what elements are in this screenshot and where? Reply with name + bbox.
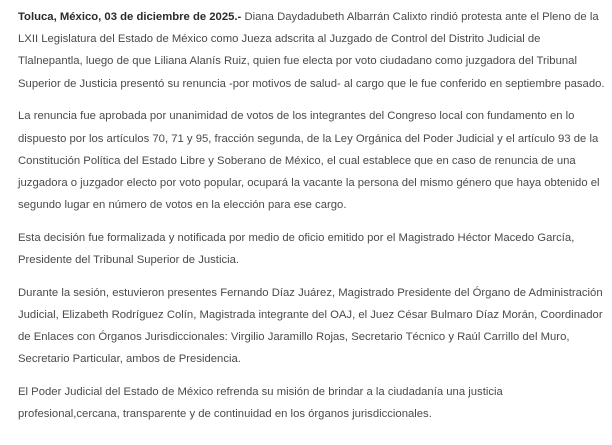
paragraph-4: Durante la sesión, estuvieron presentes Fernando Díaz Juárez, Magistrado Presidente del Órgano de Administración Judicial, Elizabeth Rodríguez Colín, Magistrada integrante del OAJ, el Juez César Bulmaro Díaz Morán, Coordinador de Enlaces con Órganos Jurisdiccionales: Virgilio Jaramillo Rojas, Secretario Técnico y Raúl Carrillo del Muro, Secretario Particular, ambos de Presidencia. [18, 286, 603, 366]
article-body [18, 6, 606, 436]
paragraph-1 [18, 6, 606, 95]
paragraph-3: Esta decisión fue formalizada y notificada por medio de oficio emitido por el Magistrado Héctor Macedo García, Presidente del Tribunal Superior de Justicia. [18, 231, 575, 267]
paragraph-1-text: Diana Daydadubeth Albarrán Calixto rindió protesta ante el Pleno de la LXII Legislatura del Estado de México como Jueza adscrita al Juzgado de Control del Distrito Judicial de Tlalnepantla, luego de que Liliana Alanís Ruiz, quien fue electa por voto ciudadano como juzgadora del Tribunal Superior de Justicia presentó su renuncia -por motivos de salud- al cargo que le fue conferido en septiembre pasado. [18, 11, 605, 90]
paragraph-2: La renuncia fue aprobada por unanimidad de votos de los integrantes del Congreso local con fundamento en lo dispuesto por los artículos 70, 71 y 95, fracción segunda, de la Ley Orgánica del Poder Judicial y el artículo 93 de la Constitución Política del Estado Libre y Soberano de México, el cual establece que en caso de renuncia de una juzgadora o juzgador electo por voto popular, ocupará la vacante la persona del mismo género que haya obtenido el segundo lugar en número de votos en la elección para ese cargo. [18, 110, 600, 212]
paragraph-5: El Poder Judicial del Estado de México refrenda su misión de brindar a la ciudadanía una justicia profesional,cercana, transparente y de continuidad en los órganos jurisdiccionales. [18, 386, 503, 421]
dateline: Toluca, México, 03 de diciembre de 2025.- [18, 11, 242, 23]
